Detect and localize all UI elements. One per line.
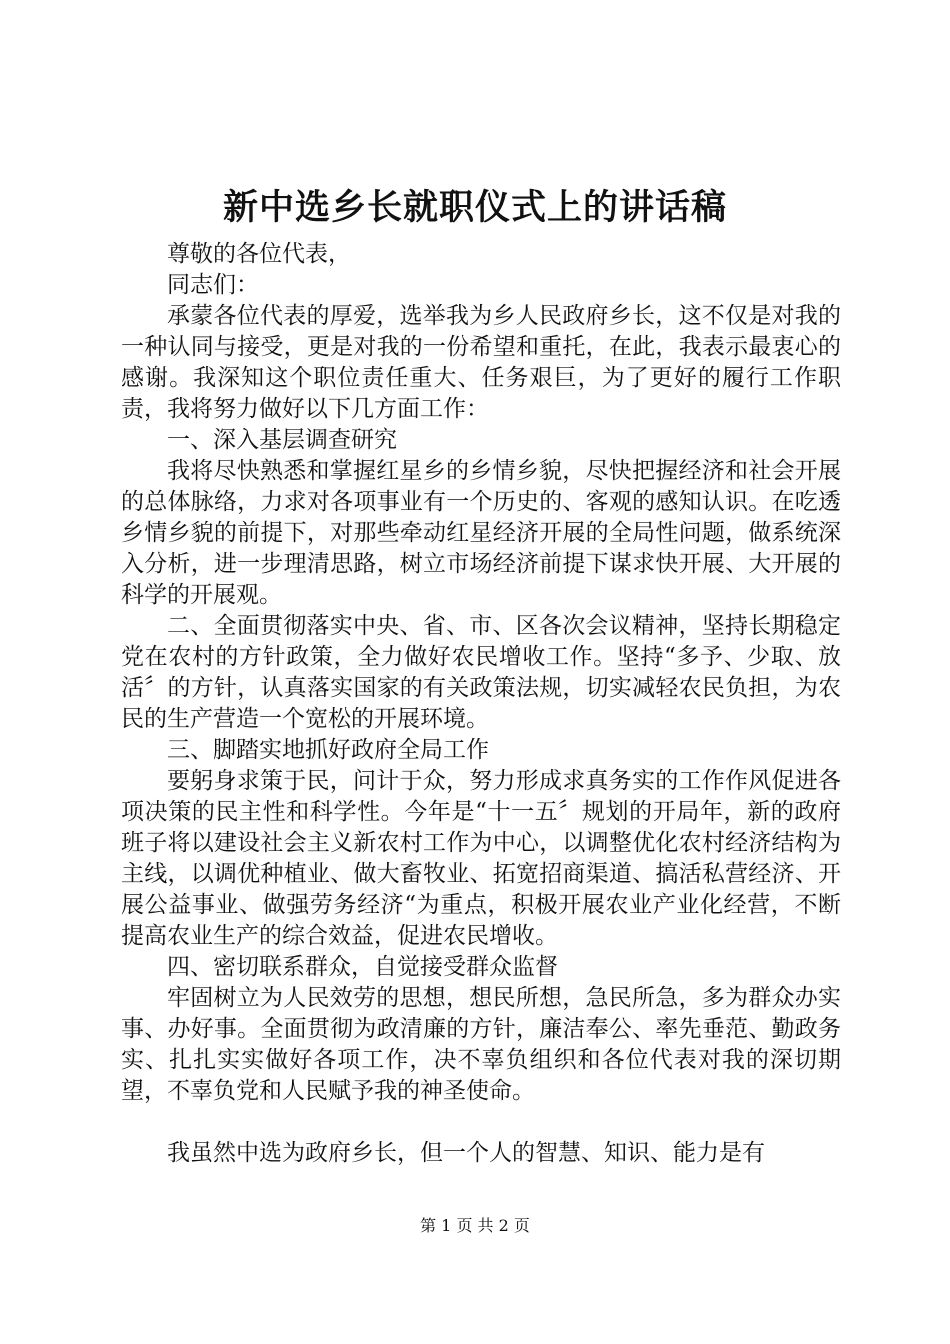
page-number: 第 1 页 共 2 页 [420, 1216, 530, 1235]
section-heading: 二、全面贯彻落实中央、省、市、区各次会议精神，坚持长期稳定党在农村的方针政策，全力做好农民增收工作。坚持“多予、少取、放活〞的方针，认真落实国家的有关政策法规，切实减轻农民负担，为农民的生产营造一个宽松的开展环境。 [121, 613, 841, 732]
body-paragraph: 我将尽快熟悉和掌握红星乡的乡情乡貌，尽快把握经济和社会开展的总体脉络，力求对各项事业有一个历史的、客观的感知认识。在吃透乡情乡貌的前提下，对那些牵动红星经济开展的全局性问题，做系统深入分析，进一步理清思路，树立市场经济前提下谋求快开展、大开展的科学的开展观。 [121, 458, 841, 608]
body-paragraph: 牢固树立为人民效劳的思想，想民所想，急民所急，多为群众办实事、办好事。全面贯彻为政清廉的方针，廉洁奉公、率先垂范、勤政务实、扎扎实实做好各项工作，决不辜负组织和各位代表对我的深切期望，不辜负党和人民赋予我的神圣使命。 [121, 985, 841, 1104]
body-paragraph: 要躬身求策于民，问计于众，努力形成求真务实的工作作风促进各项决策的民主性和科学性。今年是“十一五〞规划的开局年，新的政府班子将以建设社会主义新农村工作为中心，以调整优化农村经济结构为主线，以调优种植业、做大畜牧业、拓宽招商渠道、搞活私营经济、开展公益事业、做强劳务经济“为重点，积极开展农业产业化经营，不断提高农业生产的综合效益，促进农民增收。 [121, 768, 841, 949]
salutation-paragraph: 同志们： [167, 272, 259, 298]
document-body [121, 239, 841, 1169]
section-heading: 一、深入基层调查研究 [167, 427, 397, 453]
section-heading: 四、密切联系群众，自觉接受群众监督 [167, 954, 558, 980]
section-heading: 三、脚踏实地抓好政府全局工作 [167, 737, 489, 763]
salutation-paragraph: 尊敬的各位代表， [167, 241, 351, 267]
body-paragraph: 承蒙各位代表的厚爱，选举我为乡人民政府乡长，这不仅是对我的一种认同与接受，更是对我的一份希望和重托，在此，我表示最衷心的感谢。我深知这个职位责任重大、任务艰巨，为了更好的履行工作职责，我将努力做好以下几方面工作： [121, 303, 841, 422]
body-paragraph: 我虽然中选为政府乡长，但一个人的智慧、知识、能力是有 [167, 1140, 765, 1166]
document-title: 新中选乡长就职仪式上的讲话稿 [222, 188, 727, 228]
